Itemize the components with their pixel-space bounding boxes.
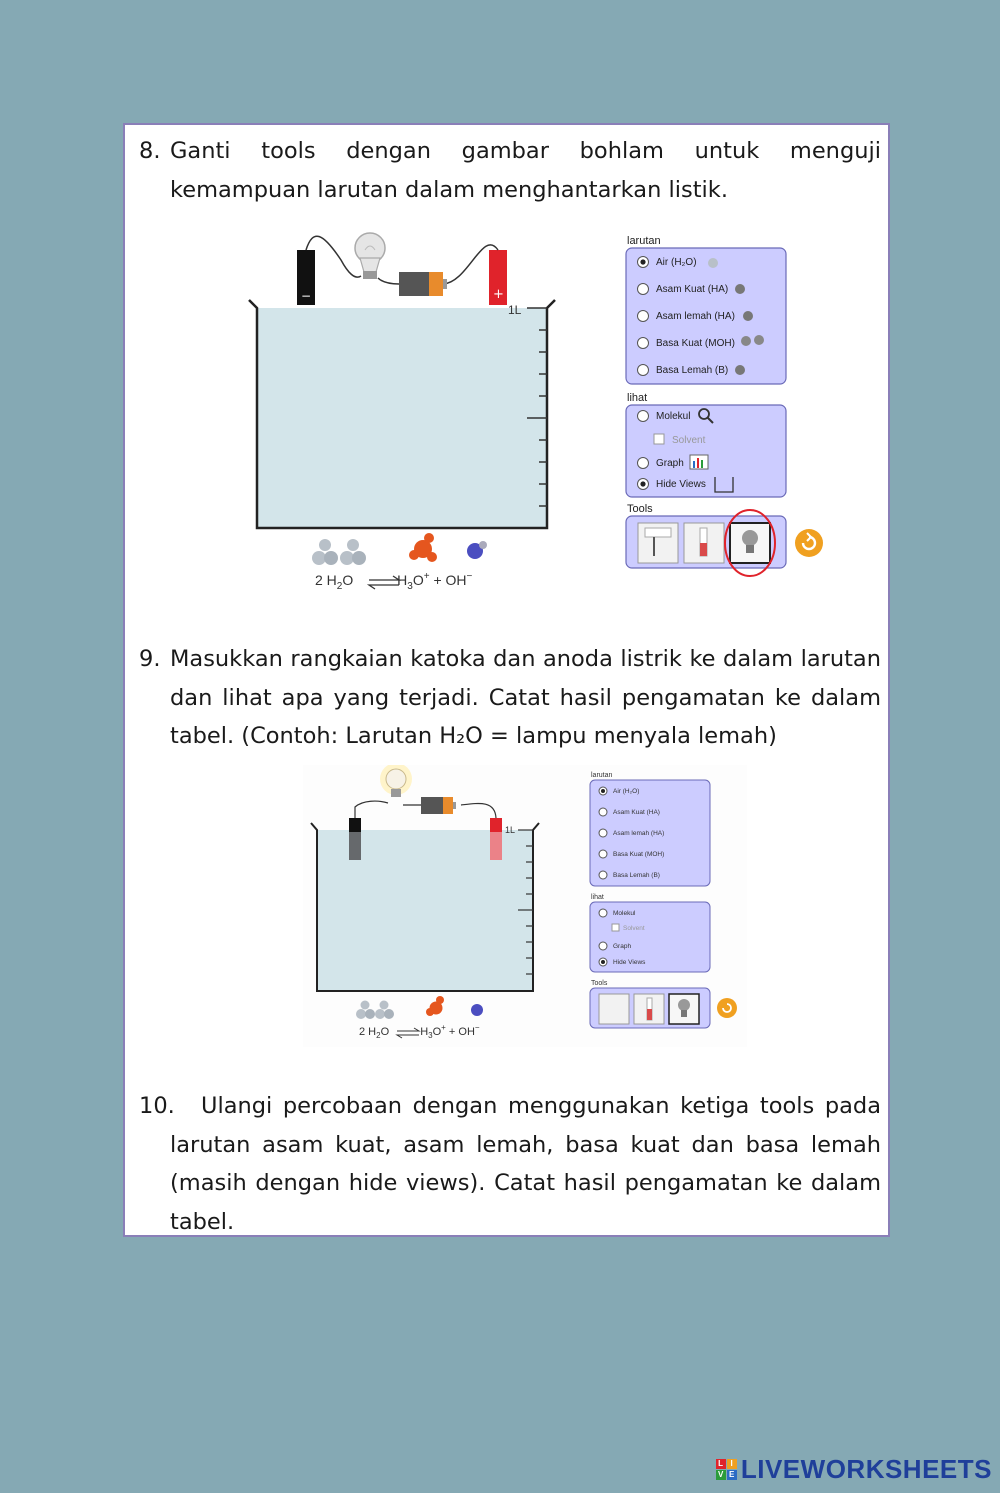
svg-text:Graph: Graph <box>613 943 632 950</box>
svg-text:Hide Views: Hide Views <box>613 959 646 966</box>
svg-text:Asam lemah (HA): Asam lemah (HA) <box>613 830 665 837</box>
lihat-title: lihat <box>627 392 648 404</box>
simulation-image-2 <box>303 765 747 1047</box>
simulation-screenshot-2 <box>303 765 747 1047</box>
svg-text:Solvent: Solvent <box>623 925 645 932</box>
svg-text:Air (H₂O): Air (H₂O) <box>613 788 640 795</box>
electrode-positive <box>489 250 507 305</box>
battery-icon <box>399 272 447 296</box>
battery-icon <box>421 797 456 814</box>
lihat-option-solvent[interactable] <box>654 434 706 446</box>
lightbulb-icon <box>355 233 385 279</box>
electrode-negative <box>297 250 315 305</box>
liveworksheets-logo[interactable] <box>716 1454 992 1485</box>
tool-ph-paper[interactable] <box>684 523 724 563</box>
equation: 2 $H_2O$ $H_3O^+$ + OH− <box>315 571 473 592</box>
step-text: Masukkan rangkaian katoka dan anoda listrik ke dalam larutan dan lihat apa yang terjadi. Catat hasil pengamatan ke dalam tabel. (Contoh: Larutan H₂O = lampu menyala lemah) <box>170 646 881 749</box>
step-9 <box>139 640 881 756</box>
svg-text:Basa Lemah (B): Basa Lemah (B) <box>656 365 729 376</box>
molecules-row <box>312 533 487 565</box>
brand-name: LIVEWORKSHEETS <box>740 1454 992 1484</box>
liveworksheets-icon: L I V E <box>716 1459 737 1480</box>
svg-text:Tools: Tools <box>591 980 608 987</box>
step-10 <box>139 1087 881 1241</box>
svg-text:Molekul: Molekul <box>613 910 636 917</box>
svg-text:Graph: Graph <box>656 458 684 469</box>
equation: 2 $H_2O$ $H_3O^+$ + OH− <box>359 1023 480 1040</box>
svg-text:Solvent: Solvent <box>672 435 706 446</box>
step-number: 10. <box>139 1093 175 1119</box>
plus-sign: + <box>493 287 504 302</box>
step-8 <box>139 132 881 209</box>
svg-text:Air (H₂O): Air (H₂O) <box>656 257 697 268</box>
svg-text:Asam Kuat (HA): Asam Kuat (HA) <box>656 284 729 295</box>
svg-text:Basa Lemah (B): Basa Lemah (B) <box>613 872 660 879</box>
step-number: 9. <box>139 646 161 672</box>
svg-text:Hide Views: Hide Views <box>656 479 706 490</box>
svg-text:lihat: lihat <box>591 894 604 901</box>
reset-icon[interactable] <box>795 529 823 557</box>
equilibrium-arrow <box>369 576 399 589</box>
svg-text:Asam lemah (HA): Asam lemah (HA) <box>656 311 735 322</box>
tool-lightbulb[interactable] <box>730 523 770 563</box>
svg-text:Asam Kuat (HA): Asam Kuat (HA) <box>613 809 660 816</box>
beaker <box>311 823 539 991</box>
svg-text:Basa Kuat (MOH): Basa Kuat (MOH) <box>656 338 735 349</box>
control-panel <box>626 235 823 576</box>
tools-title: Tools <box>627 503 653 515</box>
step-text: Ganti tools dengan gambar bohlam untuk menguji kemampuan larutan dalam menghantarkan listik. <box>170 138 881 203</box>
worksheet-page <box>123 123 890 1237</box>
simulation-screenshot-1 <box>243 228 843 608</box>
svg-text:Basa Kuat (MOH): Basa Kuat (MOH) <box>613 851 665 858</box>
step-number: 8. <box>139 138 161 164</box>
simulation-image-1 <box>243 228 843 608</box>
svg-text:larutan: larutan <box>591 772 613 779</box>
volume-label: 1L <box>505 825 516 835</box>
volume-label: 1L <box>508 303 522 317</box>
step-text: Ulangi percobaan dengan menggunakan ketiga tools pada larutan asam kuat, asam lemah, basa kuat dan basa lemah (masih dengan hide views). Catat hasil pengamatan ke dalam tabel. <box>170 1093 881 1235</box>
beaker <box>249 300 555 528</box>
minus-sign: − <box>301 289 312 303</box>
larutan-title: larutan <box>627 235 661 247</box>
svg-text:Molekul: Molekul <box>656 411 691 422</box>
tool-conductivity-meter[interactable] <box>638 523 678 563</box>
reset-icon <box>717 998 737 1018</box>
